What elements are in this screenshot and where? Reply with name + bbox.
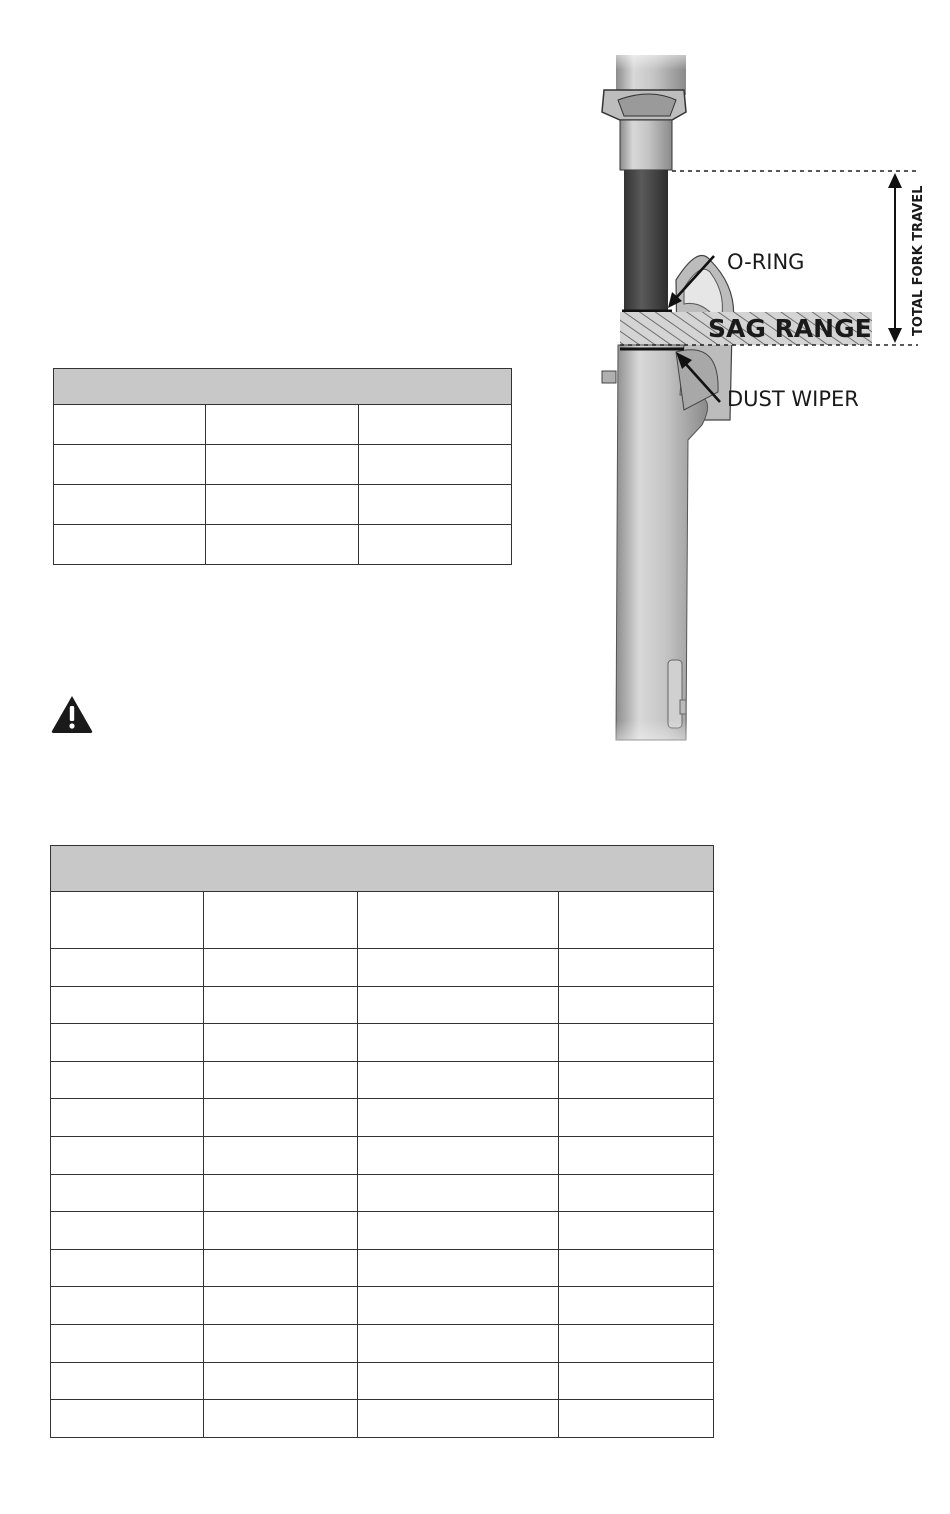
lower-leg [602, 345, 718, 770]
total-fork-travel-label: TOTAL FORK TRAVEL [911, 185, 926, 336]
table-cell [559, 1062, 714, 1100]
table-cell [559, 892, 714, 949]
table-cell [358, 1024, 559, 1062]
table-cell [559, 1287, 714, 1325]
table-cell [50, 1325, 204, 1363]
total-travel-arrow [888, 173, 902, 343]
table-cell [50, 892, 204, 949]
table-cell [358, 949, 559, 987]
fork-sag-diagram [580, 40, 940, 770]
table-cell [559, 1175, 714, 1213]
table-cell [53, 405, 206, 445]
table-cell [204, 949, 358, 987]
small-table [53, 368, 512, 565]
dust-wiper-label: DUST WIPER [727, 387, 859, 411]
table-cell [559, 1400, 714, 1438]
table-cell [204, 1250, 358, 1288]
table-cell [559, 1325, 714, 1363]
table-cell [359, 485, 512, 525]
table-cell [204, 1099, 358, 1137]
table-cell [50, 1099, 204, 1137]
table-cell [50, 1137, 204, 1175]
upper-tube [610, 40, 690, 95]
table-cell [359, 525, 512, 565]
table-cell [204, 1325, 358, 1363]
table-cell [204, 1024, 358, 1062]
table-cell [50, 1363, 204, 1401]
table-cell [53, 485, 206, 525]
top-cap [602, 90, 686, 170]
table-cell [50, 949, 204, 987]
table-cell [358, 987, 559, 1025]
table-cell [559, 949, 714, 987]
table-cell [358, 1137, 559, 1175]
table-cell [53, 525, 206, 565]
sag-range-band [620, 312, 872, 345]
table-cell [358, 892, 559, 949]
table-cell [358, 1363, 559, 1401]
table-cell [358, 1325, 559, 1363]
table-cell [358, 1062, 559, 1100]
table-cell [559, 1250, 714, 1288]
table-cell [206, 525, 359, 565]
table-cell [204, 1212, 358, 1250]
table-cell [358, 1099, 559, 1137]
table-cell [359, 405, 512, 445]
table-cell [50, 1175, 204, 1213]
table-cell [204, 1363, 358, 1401]
table-cell [204, 987, 358, 1025]
table-cell [358, 1400, 559, 1438]
table-cell [204, 1400, 358, 1438]
small-table-grid [53, 405, 512, 565]
table-cell [204, 1175, 358, 1213]
big-table [50, 845, 714, 1438]
table-cell [50, 987, 204, 1025]
table-cell [204, 892, 358, 949]
table-cell [559, 987, 714, 1025]
stanchion [624, 170, 668, 312]
table-cell [204, 1062, 358, 1100]
table-cell [206, 445, 359, 485]
big-table-header [50, 845, 714, 892]
o-ring-label: O-RING [727, 250, 805, 274]
table-cell [50, 1250, 204, 1288]
table-cell [358, 1287, 559, 1325]
table-cell [559, 1363, 714, 1401]
table-cell [204, 1287, 358, 1325]
table-cell [358, 1250, 559, 1288]
warning-triangle-icon [50, 694, 94, 734]
table-cell [559, 1212, 714, 1250]
table-cell [359, 445, 512, 485]
sag-range-label: SAG RANGE [708, 314, 872, 343]
table-cell [204, 1137, 358, 1175]
table-cell [53, 445, 206, 485]
table-cell [50, 1024, 204, 1062]
table-cell [358, 1175, 559, 1213]
table-cell [50, 1062, 204, 1100]
small-table-header [53, 368, 512, 405]
table-cell [50, 1400, 204, 1438]
table-cell [50, 1287, 204, 1325]
table-cell [206, 485, 359, 525]
table-cell [358, 1212, 559, 1250]
table-cell [559, 1137, 714, 1175]
table-cell [559, 1099, 714, 1137]
table-cell [50, 1212, 204, 1250]
table-cell [559, 1024, 714, 1062]
big-table-grid [50, 892, 714, 1438]
table-cell [206, 405, 359, 445]
